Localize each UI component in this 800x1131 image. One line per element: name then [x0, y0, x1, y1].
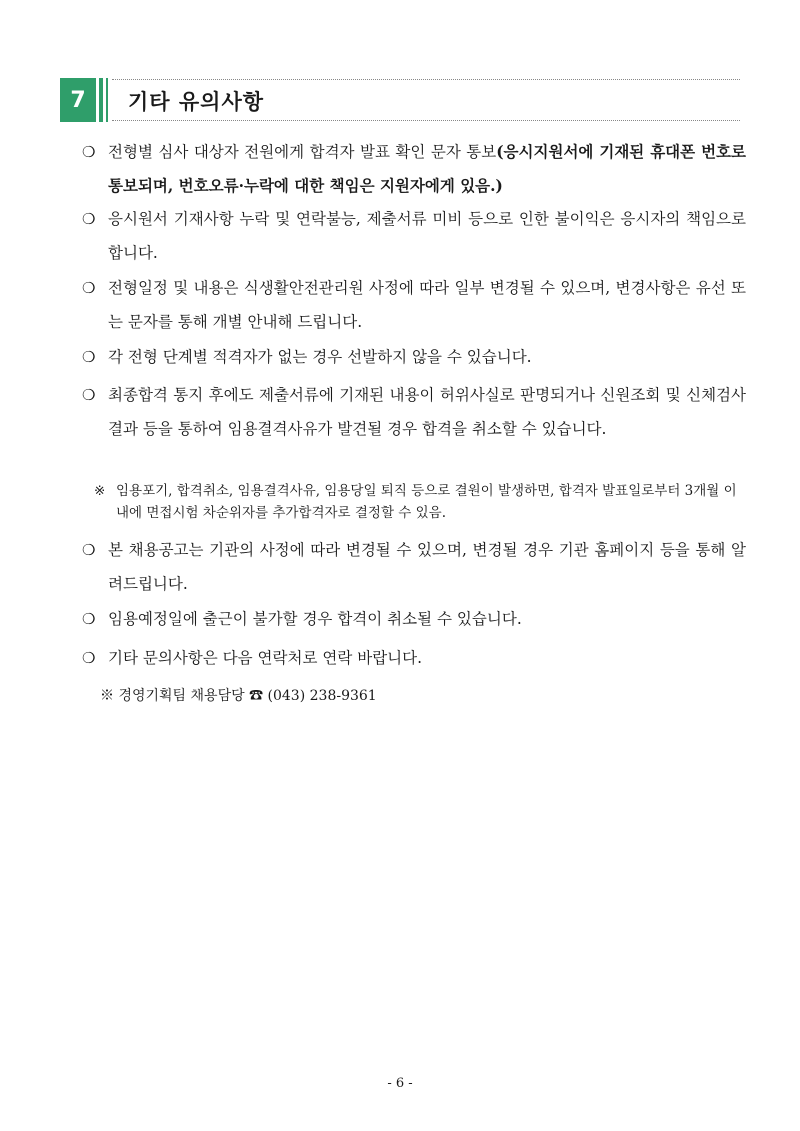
list-item	[82, 340, 746, 374]
header-divider-top	[112, 79, 740, 80]
contact-info	[100, 684, 377, 708]
reference-mark-icon: ※	[100, 688, 114, 704]
item-emphasis-text: (응시지원서에 기재된 휴대폰 번호로 통보되며, 번호오류·누락에 대한 책임은 지원자에게 있음.)	[108, 142, 746, 195]
phone-icon: ☎	[249, 688, 264, 704]
item-text: 최종합격 통지 후에도 제출서류에 기재된 내용이 허위사실로 판명되거나 신원조회 및 신체검사 결과 등을 통하여 임용결격사유가 발견될 경우 합격을 취소할 수 있습니다.	[108, 386, 746, 438]
item-text: 본 채용공고는 기관의 사정에 따라 변경될 수 있으며, 변경될 경우 기관 홈페이지 등을 통해 알려드립니다.	[108, 541, 746, 593]
list-item	[82, 602, 746, 636]
header-divider-bottom	[112, 120, 740, 121]
reference-mark-icon: ※	[94, 483, 106, 499]
item-text: 전형일정 및 내용은 식생활안전관리원 사정에 따라 일부 변경될 수 있으며, 변경사항은 유선 또는 문자를 통해 개별 안내해 드립니다.	[108, 279, 746, 331]
section-number: 7	[60, 78, 96, 122]
bullet-circle-icon: ❍	[82, 541, 96, 559]
list-item	[82, 641, 746, 675]
bullet-circle-icon: ❍	[82, 610, 96, 628]
list-item	[82, 271, 746, 339]
bullet-circle-icon: ❍	[82, 210, 96, 228]
item-text: 전형별 심사 대상자 전원에게 합격자 발표 확인 문자 통보	[108, 143, 497, 161]
list-item	[82, 135, 746, 203]
bullet-circle-icon: ❍	[82, 143, 96, 161]
item-text: 기타 문의사항은 다음 연락처로 연락 바랍니다.	[108, 649, 423, 667]
item-text: 각 전형 단계별 적격자가 없는 경우 선발하지 않을 수 있습니다.	[108, 348, 532, 366]
item-text: 응시원서 기재사항 누락 및 연락불능, 제출서류 미비 등으로 인한 불이익은 응시자의 책임으로 합니다.	[108, 210, 746, 262]
item-text: 임용예정일에 출근이 불가할 경우 합격이 취소될 수 있습니다.	[108, 610, 522, 628]
list-item	[82, 378, 746, 446]
section-accent-bar-thin	[106, 78, 108, 122]
section-title: 기타 유의사항	[128, 90, 265, 114]
list-item	[82, 202, 746, 270]
bullet-circle-icon: ❍	[82, 279, 96, 297]
page-number: - 6 -	[387, 1076, 413, 1091]
note	[94, 480, 744, 524]
list-item	[82, 533, 746, 601]
bullet-circle-icon: ❍	[82, 649, 96, 667]
bullet-circle-icon: ❍	[82, 386, 96, 404]
note-text: 임용포기, 합격취소, 임용결격사유, 임용당일 퇴직 등으로 결원이 발생하면, 합격자 발표일로부터 3개월 이내에 면접시험 차순위자를 추가합격자로 결정할 수 있음.	[116, 483, 737, 521]
section-header	[60, 78, 740, 122]
contact-phone: (043) 238-9361	[267, 688, 377, 704]
contact-department: 경영기획팀 채용담당	[118, 688, 245, 704]
bullet-circle-icon: ❍	[82, 348, 96, 366]
section-accent-bar	[99, 78, 103, 122]
